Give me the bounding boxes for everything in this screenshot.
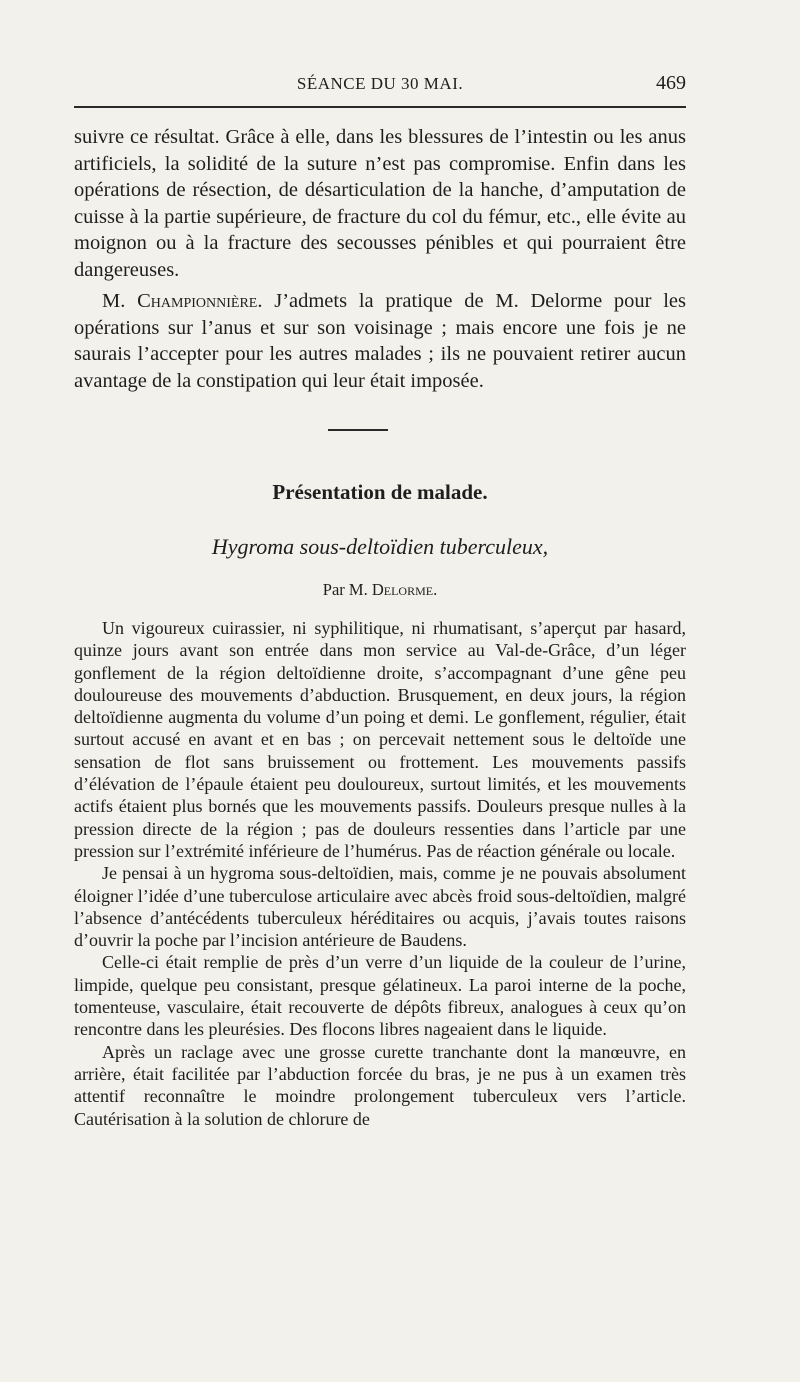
running-title-prefix: SÉANCE DU [296,74,402,93]
section-heading: Présentation de malade. [272,480,488,504]
case-paragraph: Après un raclage avec une grosse curette tranchante dont la manœuvre, en arrière, était facilitée par l’abduction forcée du bras, je ne pus à un examen très attentif reconnaître le moindre prolongement tuberculeux vers l’article. Cautérisation à la solution de chlorure de [74,1041,686,1129]
case-paragraph: Celle-ci était remplie de près d’un verre d’un liquide de la couleur de l’urine, limpide, quelque peu consistant, presque gélatineux. La paroi interne de la poche, tomenteuse, vasculaire, était recouverte de dépôts fibreux, analogues à ceux qu’on rencontre dans les pleurésies. Des flocons libres nageaient dans le liquide. [74,952,686,1040]
reply-paragraph [74,288,686,394]
byline-author: Delorme [371,580,434,599]
page-number: 469 [656,72,686,94]
header-rule [74,106,686,108]
article-title: Hygroma sous-deltoïdien tuberculeux, [211,534,549,559]
section-separator-rule [328,429,388,431]
reply-text: . J’admets la pratique de M. Delorme pour les opérations sur l’anus et sur son voisinage ; mais encore une fois je ne saurais l’accepter pour les autres malades ; ils ne pouvaient retirer aucun avantage de la constipation qui leur était imposée. [74,290,687,392]
byline-prefix: Par M. [322,580,372,599]
case-paragraph: Je pensai à un hygroma sous-deltoïdien, mais, comme je ne pouvais absolument éloigner l’idée d’une tuberculose articulaire avec abcès froid sous-deltoïdien, malgré l’absence d’antécédents tuberculeux héréditaires ou acquis, j’avais toutes raisons d’ouvrir la poche par l’incision antérieure de Baudens. [74,863,686,951]
speaker-name: Championnière [137,290,258,312]
case-report [74,617,686,1130]
running-title-month: MAI. [419,74,464,93]
running-title-day: 30 [401,74,420,93]
continued-paragraph-block [74,124,686,283]
running-title [74,74,686,94]
reply-block [74,288,686,394]
byline-suffix: . [433,580,438,599]
byline [74,580,686,600]
page-header [74,72,686,96]
case-paragraph: Un vigoureux cuirassier, ni syphilitique, ni rhumatisant, s’aperçut par hasard, quinze jours avant son entrée dans mon service au Val-de-Grâce, d’un léger gonflement de la région deltoïdienne droite, s’accompagnant d’une gêne peu douloureuse des mouvements d’abduction. Brusquement, en deux jours, la région deltoïdienne augmenta du volume d’un poing et demi. Le gonflement, régulier, était surtout accusé en avant et en bas ; on percevait nettement sous le deltoïde une sensation de flot sans bruissement ou frottement. Les mouvements passifs d’élévation de l’épaule étaient peu douloureux, surtout limités, et les mouvements actifs étaient plus bornés que les mouvements passifs. Douleurs presque nulles à la pression directe de la région ; pas de douleurs ressenties dans l’article par une pression sur l’extrémité inférieure de l’humérus. Pas de réaction générale ou locale. [74,618,686,861]
speaker-prefix: M. [102,290,138,312]
continued-paragraph: suivre ce résultat. Grâce à elle, dans les blessures de l’intestin ou les anus artificiels, la solidité de la suture n’est pas compromise. Enfin dans les opérations de résection, de désarticulation de la hanche, d’amputation de cuisse à la partie supérieure, de fracture du col du fémur, etc., elle évite au moignon ou à la fracture des secousses pénibles et qui pourraient être dangereuses. [74,126,686,281]
